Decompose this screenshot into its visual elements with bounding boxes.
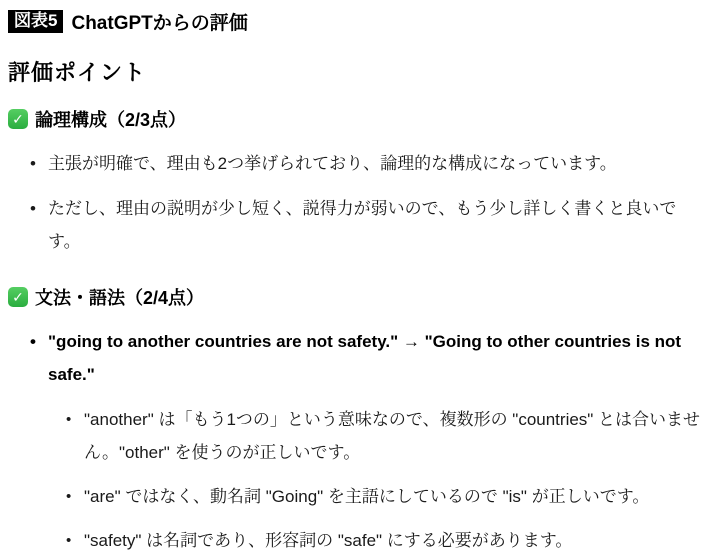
- page-title: 評価ポイント: [8, 60, 147, 85]
- section-title: 文法・語法（2/4点）: [35, 288, 205, 308]
- figure-title: ChatGPTからの評価: [71, 13, 248, 34]
- check-emoji-icon: ✓: [8, 287, 28, 307]
- figure-title-row: [8, 8, 702, 35]
- section-heading-logic-structure: [8, 106, 702, 132]
- list-item: • "are" ではなく、動名詞 "Going" を主語にしているので "is" が正しいです。: [48, 480, 702, 513]
- figure-number-badge: 図表5: [8, 10, 63, 34]
- correction-text: "going to another countries are not safety." → "Going to other countries is not safe.": [48, 332, 682, 384]
- list-item-correction: [8, 325, 702, 557]
- correction-detail-list: [48, 403, 702, 557]
- list-item: • "safety" は名詞であり、形容詞の "safe" にする必要があります。: [48, 524, 702, 557]
- section-heading-grammar-usage: [8, 284, 702, 310]
- logic-structure-bullet-list: [8, 147, 702, 258]
- list-item: • "another" は「もう1つの」という意味なので、複数形の "countries" とは合いません。"other" を使うのが正しいです。: [48, 403, 702, 469]
- list-item: • ただし、理由の説明が少し短く、説得力が弱いので、もう少し詳しく書くと良いです。: [8, 192, 702, 258]
- section-title: 論理構成（2/3点）: [35, 110, 187, 130]
- list-item: • 主張が明確で、理由も2つ挙げられており、論理的な構成になっています。: [8, 147, 702, 180]
- check-emoji-icon: ✓: [8, 109, 28, 129]
- grammar-usage-bullet-list: [8, 325, 702, 557]
